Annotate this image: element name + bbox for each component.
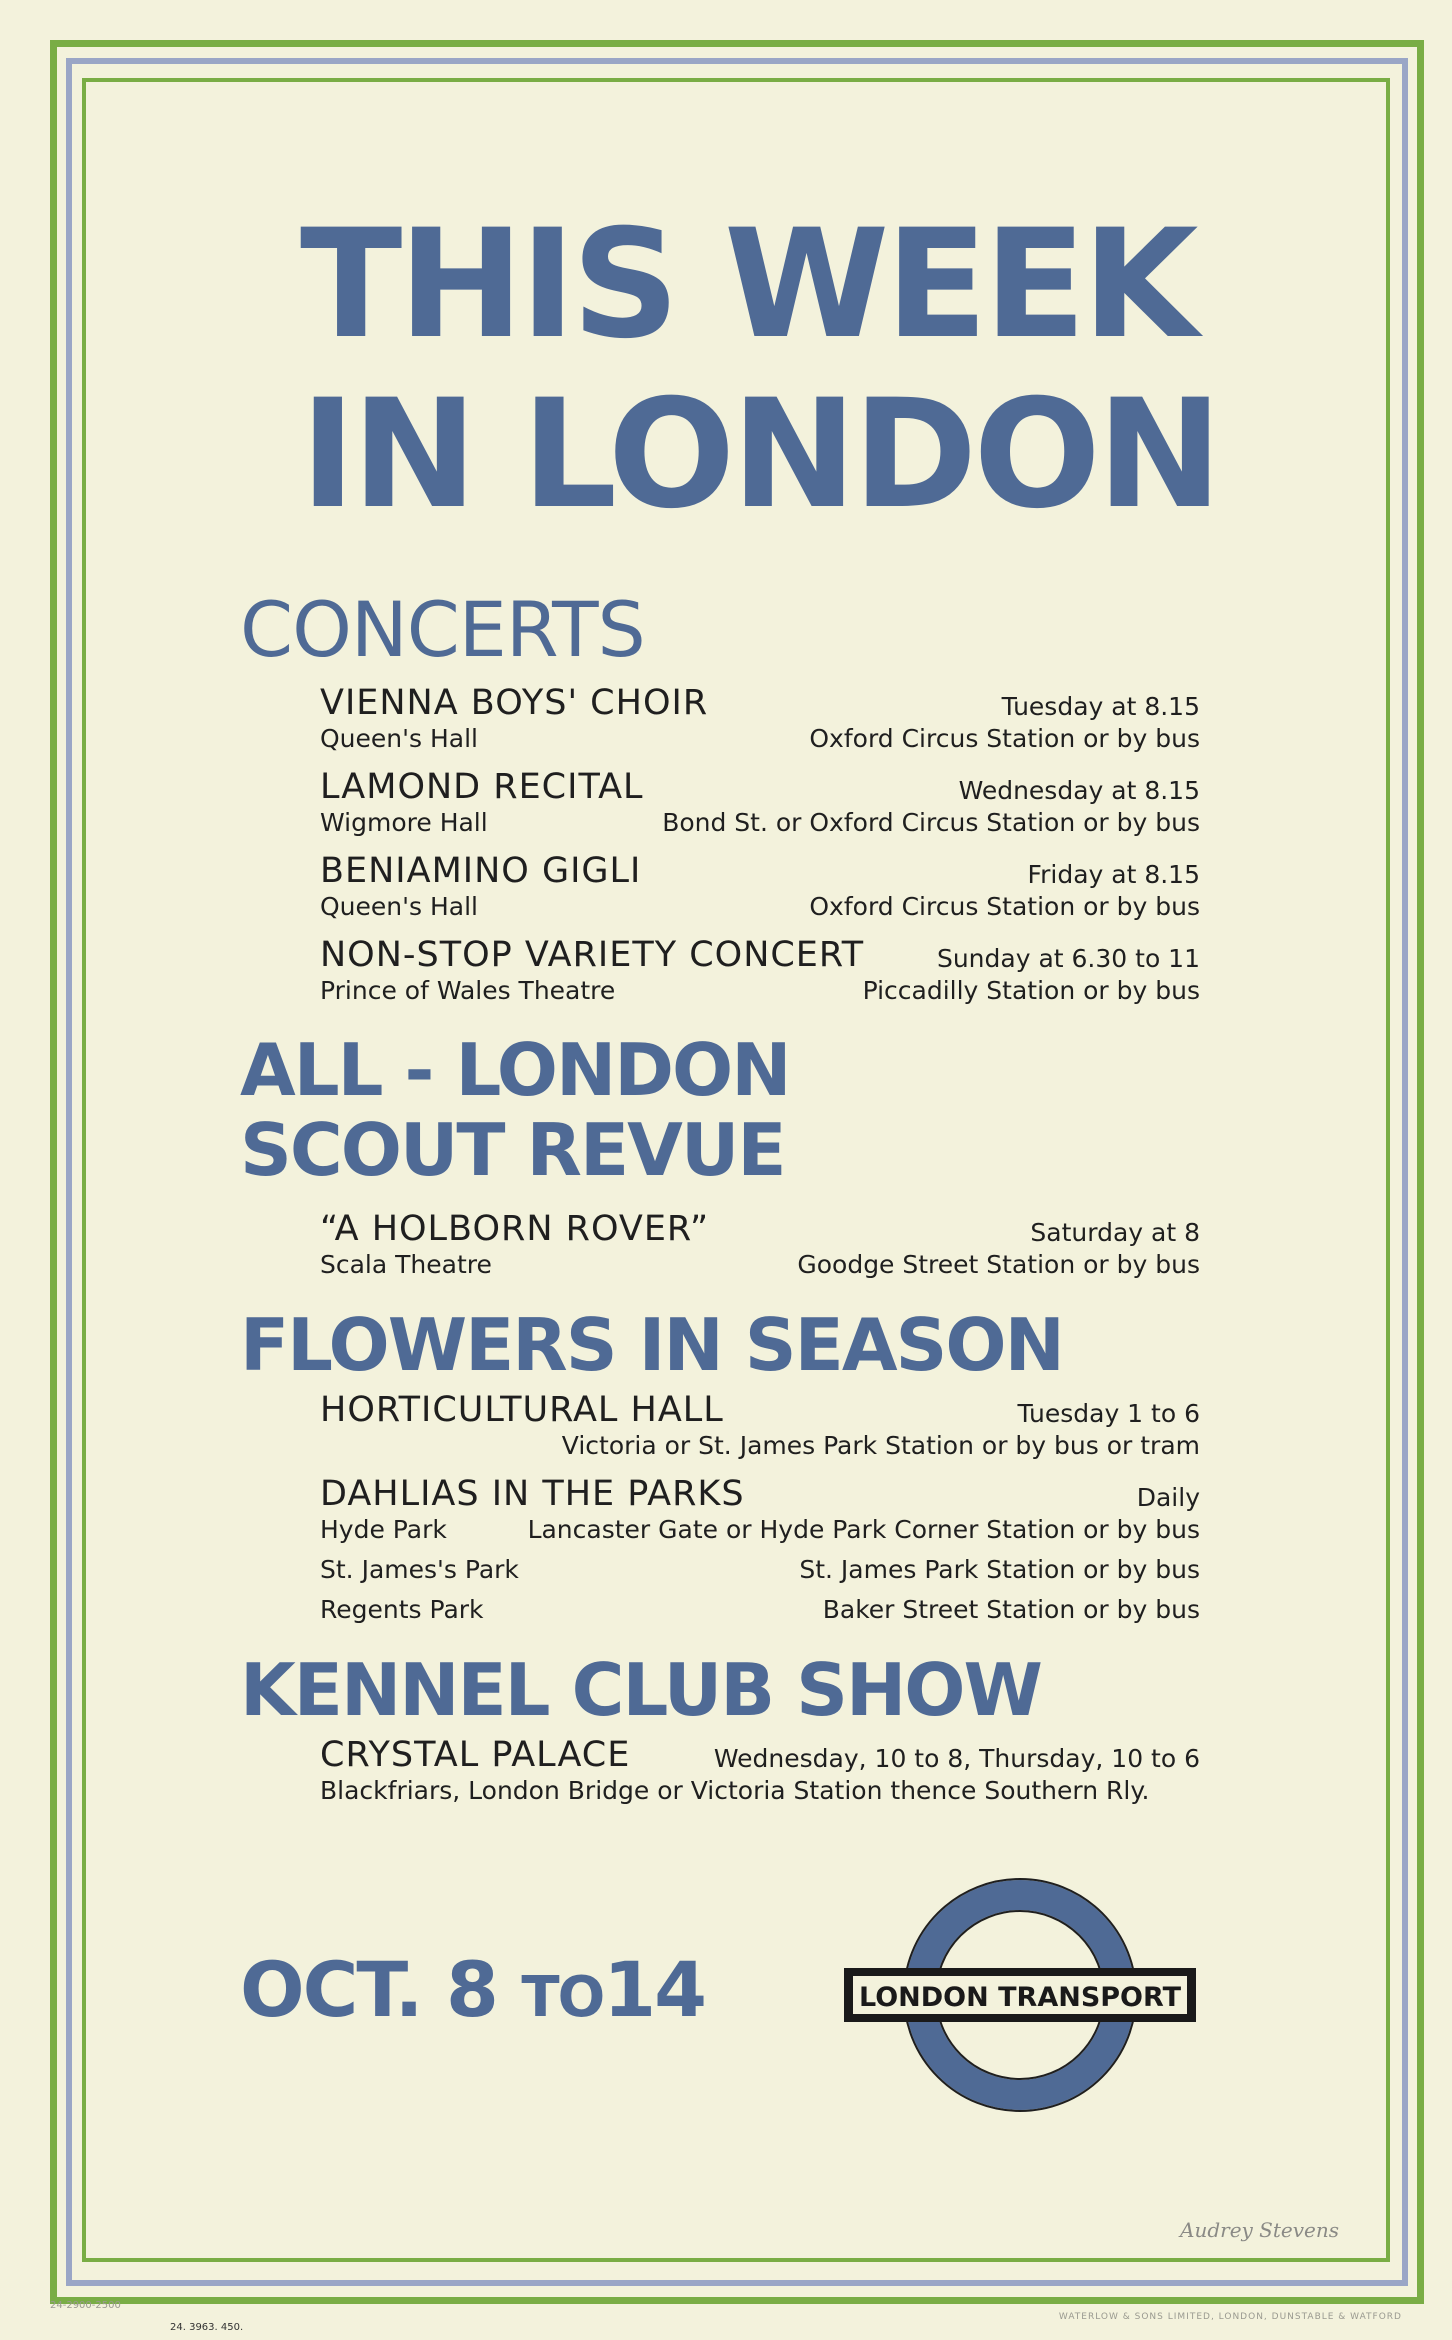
event-time: Wednesday, 10 to 8, Thursday, 10 to 6 — [713, 1744, 1200, 1773]
scout-list — [320, 1208, 1200, 1280]
flowers-heading: FLOWERS IN SEASON — [240, 1303, 1063, 1387]
event-route: Blackfriars, London Bridge or Victoria Station thence Southern Rly. — [320, 1776, 1150, 1805]
list-item — [320, 850, 1200, 922]
event-name: LAMOND RECITAL — [320, 767, 644, 807]
event-time: Friday at 8.15 — [1027, 860, 1200, 889]
date-end: 14 — [603, 1945, 705, 2034]
concerts-heading: CONCERTS — [240, 585, 645, 674]
list-item — [320, 1208, 1200, 1280]
scout-heading-line-1: ALL - LONDON — [240, 1028, 790, 1112]
list-item — [320, 682, 1200, 754]
event-time: Wednesday at 8.15 — [958, 776, 1200, 805]
event-route: Bond St. or Oxford Circus Station or by bus — [662, 808, 1200, 837]
title-line-2: IN LONDON — [300, 368, 1219, 542]
event-name: “A HOLBORN ROVER” — [320, 1209, 710, 1249]
event-name: BENIAMINO GIGLI — [320, 851, 642, 891]
event-route: Piccadilly Station or by bus — [862, 976, 1200, 1005]
event-venue: Queen's Hall — [320, 724, 478, 753]
park-name: Regents Park — [320, 1595, 484, 1624]
event-name: NON-STOP VARIETY CONCERT — [320, 935, 865, 975]
event-venue: Scala Theatre — [320, 1250, 492, 1279]
kennel-list — [320, 1734, 1200, 1806]
park-name: Hyde Park — [320, 1515, 447, 1544]
event-time: Saturday at 8 — [1030, 1218, 1200, 1247]
event-time: Sunday at 6.30 to 11 — [936, 944, 1200, 973]
poster-title — [300, 200, 1230, 540]
logo-text: LONDON TRANSPORT — [858, 1982, 1182, 2013]
park-route: Lancaster Gate or Hyde Park Corner Station or by bus — [527, 1515, 1200, 1544]
park-route: Baker Street Station or by bus — [822, 1595, 1200, 1624]
event-venue: Queen's Hall — [320, 892, 478, 921]
event-time: Tuesday 1 to 6 — [1017, 1399, 1200, 1428]
concerts-list — [320, 682, 1200, 1006]
event-route: Goodge Street Station or by bus — [797, 1250, 1200, 1279]
event-name: CRYSTAL PALACE — [320, 1735, 631, 1775]
flowers-list — [320, 1389, 1200, 1625]
date-range — [240, 1945, 705, 2034]
event-name: DAHLIAS IN THE PARKS — [320, 1474, 745, 1514]
park-route: St. James Park Station or by bus — [799, 1555, 1200, 1584]
event-route: Victoria or St. James Park Station or by bus or tram — [561, 1431, 1200, 1460]
list-item — [320, 1473, 1200, 1625]
concerts-section — [240, 585, 1200, 1006]
event-venue: Wigmore Hall — [320, 808, 488, 837]
list-item — [320, 1389, 1200, 1461]
scout-heading-line-2: SCOUT REVUE — [240, 1108, 785, 1192]
print-reference: 24. 3963. 450. — [170, 2322, 244, 2333]
list-item — [320, 1734, 1200, 1806]
date-to: TO — [521, 1965, 604, 2030]
artist-signature: Audrey Stevens — [1180, 2218, 1340, 2242]
scout-heading — [240, 1030, 1200, 1190]
event-time: Daily — [1136, 1483, 1200, 1512]
event-route: Oxford Circus Station or by bus — [809, 892, 1200, 921]
park-name: St. James's Park — [320, 1555, 519, 1584]
kennel-section — [240, 1650, 1200, 1806]
list-item — [320, 934, 1200, 1006]
event-time: Tuesday at 8.15 — [1001, 692, 1200, 721]
event-name: VIENNA BOYS' CHOIR — [320, 683, 709, 723]
event-name: HORTICULTURAL HALL — [320, 1390, 724, 1430]
list-item — [320, 766, 1200, 838]
scout-section — [240, 1030, 1200, 1280]
flowers-section — [240, 1305, 1200, 1625]
title-line-1: THIS WEEK — [300, 198, 1195, 372]
london-transport-roundel-icon — [840, 1865, 1200, 2125]
kennel-heading: KENNEL CLUB SHOW — [240, 1648, 1041, 1732]
printer-credit: WATERLOW & SONS LIMITED, LONDON, DUNSTABLE & WATFORD — [1058, 2312, 1402, 2322]
event-venue: Prince of Wales Theatre — [320, 976, 616, 1005]
event-route: Oxford Circus Station or by bus — [809, 724, 1200, 753]
print-code: 24-2900-2500 — [50, 2300, 121, 2311]
date-start: OCT. 8 — [240, 1945, 497, 2034]
